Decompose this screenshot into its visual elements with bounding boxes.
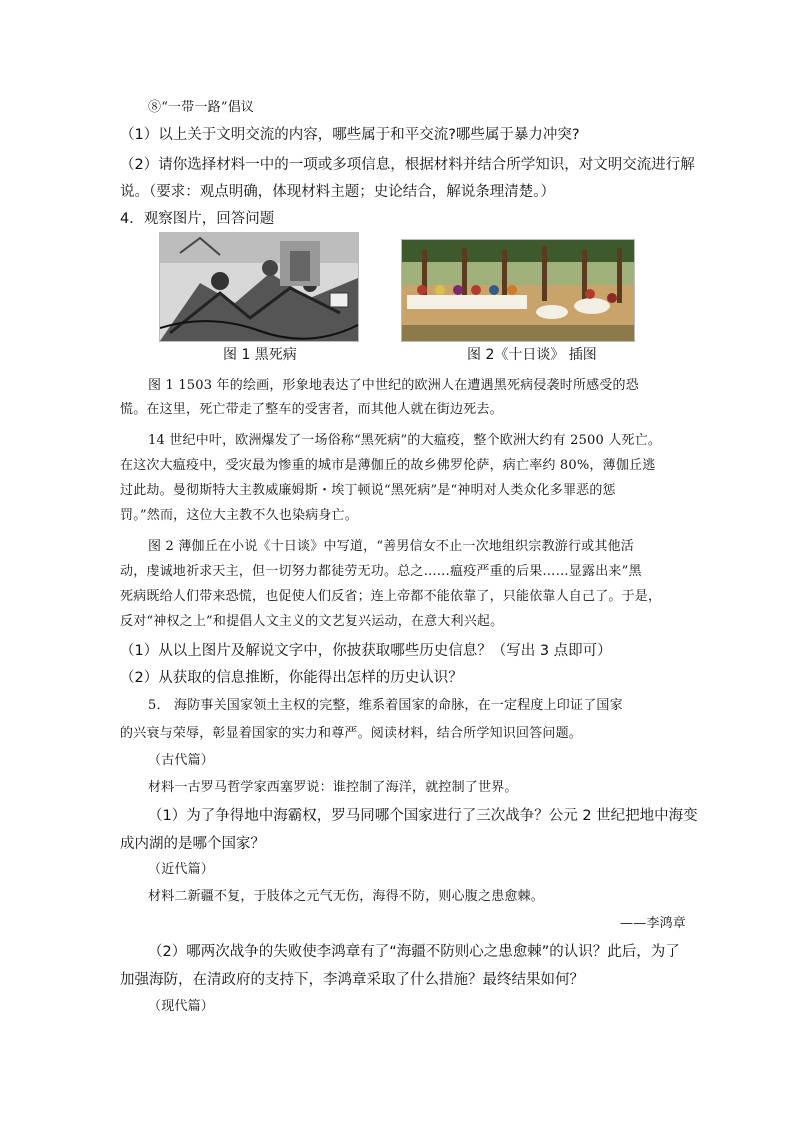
material-2: 材料二新疆不复，于肢体之元气无伤，海得不防，则心腹之患愈棘。 [148,889,545,904]
black-death-paragraph-line-1: 14 世纪中叶，欧洲爆发了一场俗称“黑死病”的大瘟疫，整个欧洲大约有 2500 人死亡。 [148,433,662,448]
ancient-section-heading: （古代篇） [148,753,215,768]
question-1: （1）以上关于文明交流的内容，哪些属于和平交流?哪些属于暴力冲突? [120,127,580,143]
black-death-paragraph-line-3: 过此劫。曼彻斯特大主教威廉姆斯・埃丁顿说“黑死病”是“神明对人类众化多罪恶的惩 [120,483,616,498]
figure-1-description-line-1: 图 1 1503 年的绘画，形象地表达了中世纪的欧洲人在遭遇黑死病侵袭时所感受的恐 [148,378,639,393]
question-5-2-line-1: （2）哪两次战争的失败使李鸿章有了“海疆不防则心之患愈棘”的认识？此后，为了 [148,944,680,960]
figure-2-paragraph-line-4: 反对“神权之上”和提倡人文主义的文艺复兴运动，在意大利兴起。 [120,614,504,629]
modern-section-heading: （近代篇） [148,862,215,877]
black-death-engraving-image [159,232,359,342]
figure-2-paragraph-line-1: 图 2 薄伽丘在小说《十日谈》中写道，“善男信女不止一次地组织宗教游行或其他活 [148,539,634,554]
figure-2-paragraph-line-2: 动，虔诚地祈求天主，但一切努力都徒劳无功。总之……瘟疫严重的后果……显露出来”黑 [120,564,642,579]
item-8-belt-and-road: ⑧“一带一路”倡议 [148,100,255,115]
decameron-painting-image [401,239,635,342]
question-5-1-line-2: 成内湖的是哪个国家？ [120,836,265,852]
question-5-2-line-2: 加强海防，在清政府的支持下，李鸿章采取了什么措施？最终结果如何？ [120,972,584,988]
question-4-1: （1）从以上图片及解说文字中，你披获取哪些历史信息？（写出 3 点即可） [120,643,612,659]
question-2-line-1: （2）请你选择材料一中的一项或多项信息，根据材料并结合所学知识，对文明交流进行解 [120,157,695,173]
question-5-1-line-1: （1）为了争得地中海霸权，罗马同哪个国家进行了三次战争？公元 2 世纪把地中海变 [148,808,698,824]
question-5-intro-line-1: 5． 海防事关国家领土主权的完整，维系着国家的命脉，在一定程度上印证了国家 [148,698,623,713]
question-4-2: （2）从获取的信息推断，你能得出怎样的历史认识？ [120,670,463,686]
black-death-paragraph-line-4: 罚。”然而，这位大主教不久也染病身亡。 [120,508,358,523]
question-5-intro-line-2: 的兴衰与荣辱，彰显着国家的实力和尊严。阅读材料，结合所学知识回答问题。 [120,726,583,741]
figure-2-paragraph-line-3: 死病既给人们带来恐慌，也促使人们反省；连上帝都不能依靠了，只能依靠人自己了。于是， [120,589,662,604]
black-death-paragraph-line-2: 在这次大瘟疫中，受灾最为惨重的城市是薄伽丘的故乡佛罗伦萨，病亡率约 80%，薄伽丘逃 [120,458,656,473]
question-4-heading: 4．观察图片，回答问题 [120,211,275,227]
figure-1-caption: 图 1 黑死病 [223,347,297,363]
figure-2-caption: 图 2《十日谈》 插图 [467,347,597,363]
contemporary-section-heading: （现代篇） [148,999,215,1014]
material-1: 材料一古罗马哲学家西塞罗说：谁控制了海洋，就控制了世界。 [148,780,518,795]
question-2-line-2: 说。（要求：观点明确，体现材料主题；史论结合，解说条理清楚。） [120,184,555,200]
figure-1-description-line-2: 慌。在这里，死亡带走了整车的受害者，而其他人就在街边死去。 [120,402,503,417]
material-2-attribution: ——李鸿章 [620,916,687,931]
